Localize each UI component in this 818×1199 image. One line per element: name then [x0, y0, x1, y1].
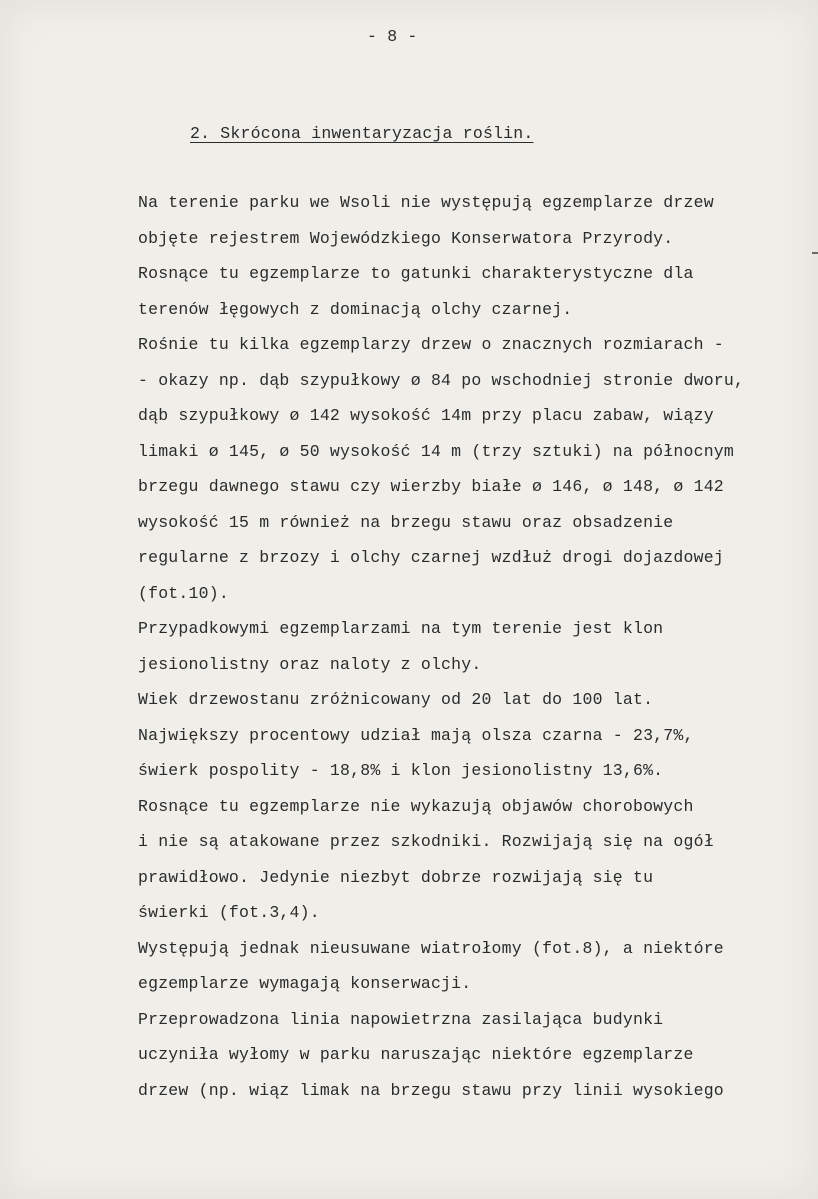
text-line: (fot.10). — [138, 583, 229, 603]
text-line: jesionolistny oraz naloty z olchy. — [138, 654, 482, 674]
text-line: limaki ø 145, ø 50 wysokość 14 m (trzy sztuki) na północnym — [138, 441, 734, 461]
text-line: wysokość 15 m również na brzegu stawu oraz obsadzenie — [138, 512, 674, 532]
text-line: Występują jednak nieusuwane wiatrołomy (fot.8), a niektóre — [138, 938, 724, 958]
text-line: terenów łęgowych z dominacją olchy czarnej. — [138, 299, 573, 319]
text-line: regularne z brzozy i olchy czarnej wzdłuż drogi dojazdowej — [138, 548, 724, 567]
text-line: Na terenie parku we Wsoli nie występują egzemplarze drzew — [138, 193, 714, 212]
margin-mark — [812, 252, 818, 254]
text-line: objęte rejestrem Wojewódzkiego Konserwatora Przyrody. — [138, 228, 674, 248]
text-line: brzegu dawnego stawu czy wierzby białe ø 146, ø 148, ø 142 — [138, 477, 724, 496]
text-line: Rosnące tu egzemplarze nie wykazują objawów chorobowych — [138, 796, 694, 816]
page-number: - 8 - — [367, 27, 418, 46]
text-line: prawidłowo. Jedynie niezbyt dobrze rozwijają się tu — [138, 867, 654, 887]
section-heading: 2. Skrócona inwentaryzacja roślin. — [190, 124, 534, 143]
text-line: Przeprowadzona linia napowietrzna zasilająca budynki — [138, 1009, 664, 1029]
text-line: - okazy np. dąb szypułkowy ø 84 po wschodniej stronie dworu, — [138, 370, 745, 390]
text-line: dąb szypułkowy ø 142 wysokość 14m przy placu zabaw, wiązy — [138, 406, 714, 425]
text-line: świerki (fot.3,4). — [138, 903, 320, 922]
text-line: drzew (np. wiąz limak na brzegu stawu przy linii wysokiego — [138, 1080, 724, 1100]
text-line: Przypadkowymi egzemplarzami na tym terenie jest klon — [138, 619, 664, 638]
body-text — [138, 193, 744, 1116]
text-line: Największy procentowy udział mają olsza czarna - 23,7%, — [138, 725, 694, 745]
text-line: uczyniła wyłomy w parku naruszając niektóre egzemplarze — [138, 1045, 694, 1064]
text-line: Rosnące tu egzemplarze to gatunki charakterystyczne dla — [138, 264, 694, 283]
text-line: Wiek drzewostanu zróżnicowany od 20 lat do 100 lat. — [138, 690, 654, 709]
text-line: i nie są atakowane przez szkodniki. Rozwijają się na ogół — [138, 832, 714, 851]
text-line: świerk pospolity - 18,8% i klon jesionolistny 13,6%. — [138, 761, 664, 780]
text-line: egzemplarze wymagają konserwacji. — [138, 974, 472, 993]
text-line: Rośnie tu kilka egzemplarzy drzew o znacznych rozmiarach - — [138, 335, 724, 354]
